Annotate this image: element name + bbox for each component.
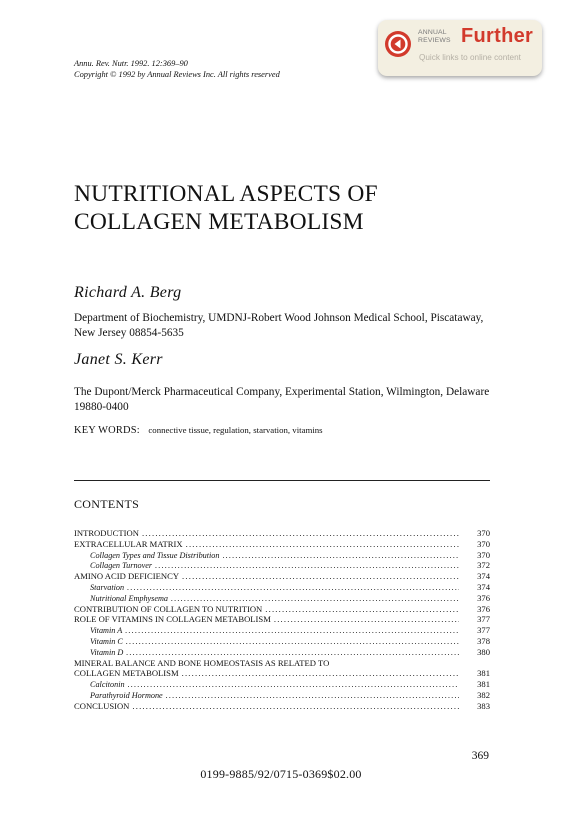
author-affiliation: Department of Biochemistry, UMDNJ-Robert Wood Johnson Medical School, Piscataway, New Jersey 08854-5635 bbox=[74, 312, 484, 339]
further-label: Further bbox=[461, 25, 534, 47]
toc-entry-title: Calcitonin bbox=[90, 680, 125, 690]
toc-entry[interactable] bbox=[74, 647, 490, 658]
article-title bbox=[74, 180, 378, 236]
toc-entry[interactable] bbox=[74, 625, 490, 636]
toc-entry[interactable] bbox=[74, 701, 490, 712]
toc-entry[interactable] bbox=[74, 679, 490, 690]
copyright-line: Copyright © 1992 by Annual Reviews Inc. All rights reserved bbox=[74, 70, 280, 79]
toc-entry-page: 370 bbox=[477, 549, 490, 560]
toc-entry-title: Vitamin D bbox=[90, 647, 124, 657]
contents-heading: CONTENTS bbox=[74, 497, 140, 511]
toc-entry-page: 378 bbox=[477, 635, 490, 646]
toc-entry-title: INTRODUCTION bbox=[74, 528, 139, 538]
toc-entry[interactable] bbox=[74, 560, 490, 571]
author-name: Richard A. Berg bbox=[74, 284, 182, 301]
banner-subtitle: Quick links to online content bbox=[419, 53, 521, 62]
toc-entry-page: 377 bbox=[477, 614, 490, 625]
toc-entry[interactable] bbox=[74, 582, 490, 593]
table-of-contents bbox=[74, 528, 490, 712]
toc-entry-title: COLLAGEN METABOLISM bbox=[74, 668, 179, 679]
toc-entry[interactable] bbox=[74, 539, 490, 550]
toc-entry-title: CONCLUSION bbox=[74, 700, 130, 711]
further-banner[interactable] bbox=[378, 20, 542, 76]
toc-entry-page: 376 bbox=[477, 603, 490, 614]
toc-dot-leader bbox=[186, 539, 459, 550]
author-name: Janet S. Kerr bbox=[74, 351, 163, 368]
toc-entry-page: 382 bbox=[477, 689, 490, 700]
toc-entry[interactable] bbox=[74, 614, 490, 625]
toc-entry-title: AMINO ACID DEFICIENCY bbox=[74, 571, 180, 582]
author-affiliation: The Dupont/Merck Pharmaceutical Company, Experimental Station, Wilmington, Delaware 19880-0400 bbox=[74, 386, 490, 413]
toc-entry-title: Collagen Types and Tissue Distribution bbox=[90, 550, 220, 560]
toc-entry-page: 374 bbox=[477, 571, 490, 582]
toc-entry[interactable] bbox=[74, 528, 490, 539]
toc-entry-title: Parathyroid Hormone bbox=[90, 690, 163, 700]
section-divider bbox=[74, 480, 490, 481]
toc-entry-page: 381 bbox=[477, 679, 490, 690]
toc-entry-title: Nutritional Emphysema bbox=[90, 593, 169, 603]
toc-entry[interactable] bbox=[74, 604, 490, 615]
toc-entry-page: 380 bbox=[477, 646, 490, 657]
toc-dot-leader bbox=[182, 571, 459, 582]
annual-reviews-logo-icon bbox=[385, 31, 411, 57]
title-line-1: NUTRITIONAL ASPECTS OF bbox=[74, 181, 378, 207]
banner-brand bbox=[418, 29, 451, 44]
page-number: 369 bbox=[471, 750, 489, 762]
keywords bbox=[74, 425, 323, 436]
toc-entry-title: CONTRIBUTION OF COLLAGEN TO NUTRITION bbox=[74, 603, 263, 614]
keywords-label: KEY WORDS: bbox=[74, 425, 140, 436]
brand-line-2: REVIEWS bbox=[418, 36, 451, 44]
price-code: 0199-9885/92/0715-0369$02.00 bbox=[200, 767, 362, 781]
toc-entry[interactable] bbox=[74, 550, 490, 561]
toc-entry[interactable] bbox=[74, 658, 490, 669]
toc-entry-page: 381 bbox=[477, 668, 490, 679]
toc-entry[interactable] bbox=[74, 636, 490, 647]
toc-entry-title: MINERAL BALANCE AND BONE HOMEOSTASIS AS RELATED TO bbox=[74, 657, 330, 668]
citation-line: Annu. Rev. Nutr. 1992. 12:369–90 bbox=[74, 59, 188, 68]
toc-dot-leader bbox=[142, 528, 459, 539]
toc-entry-title: ROLE OF VITAMINS IN COLLAGEN METABOLISM bbox=[74, 614, 271, 625]
toc-entry[interactable] bbox=[74, 690, 490, 701]
title-line-2: COLLAGEN METABOLISM bbox=[74, 209, 364, 235]
toc-entry-title: Collagen Turnover bbox=[90, 561, 153, 571]
toc-dot-leader bbox=[274, 614, 459, 625]
toc-entry-page: 370 bbox=[477, 538, 490, 549]
toc-dot-leader bbox=[265, 604, 459, 615]
brand-line-1: ANNUAL bbox=[418, 29, 447, 36]
toc-dot-leader bbox=[132, 701, 459, 712]
toc-entry-page: 370 bbox=[477, 528, 490, 538]
toc-entry[interactable] bbox=[74, 571, 490, 582]
toc-entry-title: Vitamin C bbox=[90, 636, 123, 646]
keywords-text: connective tissue, regulation, starvation, vitamins bbox=[148, 425, 323, 435]
toc-entry-title: Vitamin A bbox=[90, 626, 123, 636]
toc-entry-title: Starvation bbox=[90, 582, 125, 592]
toc-entry-page: 374 bbox=[477, 581, 490, 592]
toc-entry[interactable] bbox=[74, 668, 490, 679]
toc-entry-page: 383 bbox=[477, 700, 490, 711]
toc-entry-page: 376 bbox=[477, 592, 490, 603]
toc-entry-title: EXTRACELLULAR MATRIX bbox=[74, 538, 183, 549]
toc-dot-leader bbox=[182, 668, 459, 679]
toc-entry-page: 377 bbox=[477, 625, 490, 636]
toc-entry[interactable] bbox=[74, 593, 490, 604]
journal-citation bbox=[74, 58, 280, 80]
toc-entry-page: 372 bbox=[477, 560, 490, 571]
